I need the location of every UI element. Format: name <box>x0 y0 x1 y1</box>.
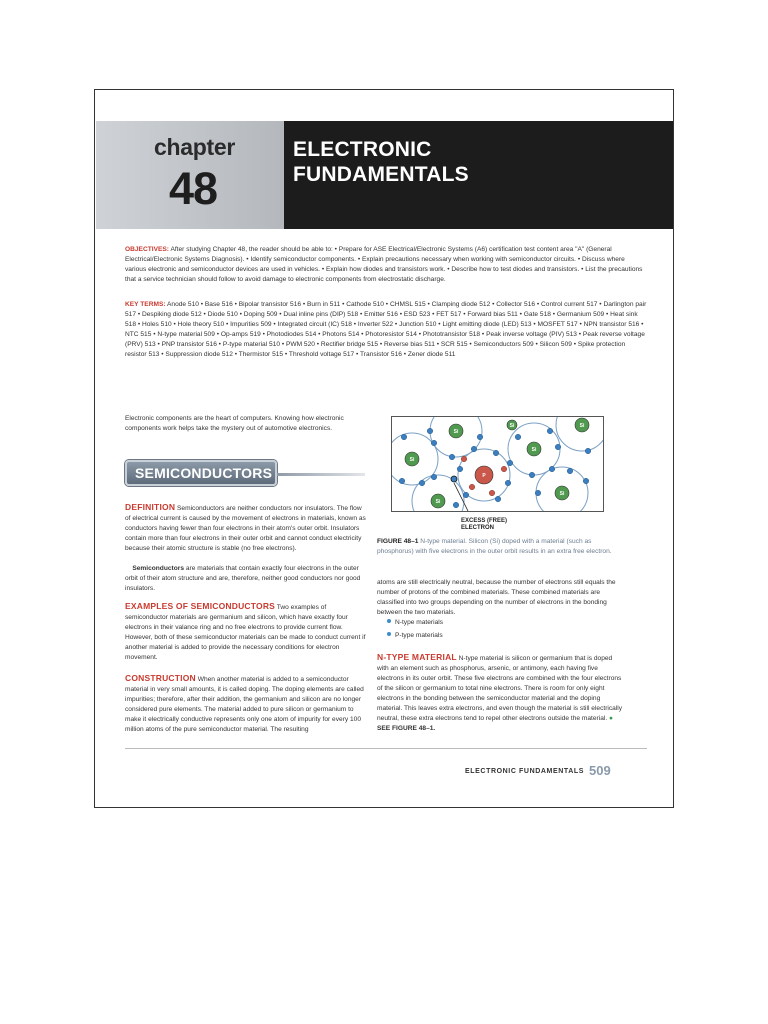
bullet-item <box>387 632 443 639</box>
atom-label: Si <box>453 429 459 435</box>
ntype-text: N-type material is silicon or germanium that is doped with an element such as phosphorus, arsenic, or antimony, each having five electrons in its outer orbit. These five electrons are combined with the four electrons of the silicon or germanium to total nine electrons. There is room for only eight electrons in the bonding between the semiconductor material and the doping material. This leaves extra electrons, and even though the material is still electrically neutral, these extra electrons tend to repel other electrons outside the material. <box>377 655 623 722</box>
bullet-item <box>387 619 443 626</box>
figure-caption-text: N-type material. Silicon (Si) doped with a material (such as phosphorus) with five electrons in the outer orbit results in an extra free electron. <box>377 538 612 555</box>
examples-label: EXAMPLES OF SEMICONDUCTORS <box>125 601 276 611</box>
key-terms-label: KEY TERMS: <box>125 301 166 308</box>
neutral-atoms-paragraph: atoms are still electrically neutral, because the number of electrons still equals the number of protons of the combined materials. These combined materials are classified into two groups depending on the number of electrons in the bonding between the two materials. <box>377 579 616 616</box>
bullet-dot <box>387 632 391 636</box>
construction-label: CONSTRUCTION <box>125 673 196 683</box>
chapter-title-line-1: ELECTRONIC <box>293 138 432 161</box>
page-number: 509 <box>589 763 611 778</box>
electron <box>453 502 459 508</box>
free-electron-callout: EXCESS (FREE) ELECTRON <box>461 518 508 531</box>
examples-text: Two examples of semiconductor materials are germanium and silicon, which have exactly four electrons in their valance ring and no free electrons to provide current flow. However, both of these semiconductor materials can be made to conduct current if another material is added to provide the necessary conditions for electron movement. <box>125 604 366 661</box>
ntype-label: N-TYPE MATERIAL <box>377 652 457 662</box>
donor-electron <box>469 484 475 490</box>
electron <box>399 478 405 484</box>
electron <box>449 454 455 460</box>
electron <box>493 450 499 456</box>
electron <box>463 492 469 498</box>
see-figure-dot: ● <box>609 715 614 722</box>
definition-label: DEFINITION <box>125 502 176 512</box>
section-rule <box>277 473 365 476</box>
objectives-label: OBJECTIVES: <box>125 246 169 253</box>
electron <box>427 428 433 434</box>
electron <box>535 490 541 496</box>
figure-48-1 <box>391 416 604 512</box>
electron <box>401 434 407 440</box>
donor-electron <box>489 490 495 496</box>
electron <box>583 478 589 484</box>
electron <box>549 466 555 472</box>
electron <box>419 480 425 486</box>
textbook-page <box>94 89 674 808</box>
semiconductors-text: are materials that contain exactly four electrons in the outer orbit of their atom structure and are, therefore, neither good conductors nor good insulators. <box>125 565 361 592</box>
donor-electron <box>461 456 467 462</box>
donor-electron <box>501 466 507 472</box>
chapter-title-line-2: FUNDAMENTALS <box>293 163 469 186</box>
section-title: SEMICONDUCTORS <box>135 465 273 481</box>
bullet-text: N-type materials <box>395 619 444 626</box>
figure-caption <box>377 537 623 557</box>
see-figure-ref: SEE FIGURE 48–1. <box>377 725 436 732</box>
electron <box>477 434 483 440</box>
atom-label: Si <box>409 457 415 463</box>
semiconductors-paragraph <box>125 564 367 594</box>
atom-label: Si <box>579 423 585 429</box>
atom-label: Si <box>509 423 515 429</box>
electron <box>495 496 501 502</box>
definition-paragraph <box>125 502 367 554</box>
running-footer-title: ELECTRONIC FUNDAMENTALS <box>465 768 585 775</box>
electron <box>555 444 561 450</box>
objectives-text: After studying Chapter 48, the reader should be able to: • Prepare for ASE Electrical/Electronic Systems (A6) certification test content area "A" (General Electrical/Electronic Systems Diagnosis). • Identify semiconductor components. • Explain precautions necessary when working with semiconductor circuits. • Discuss where various electronic and semiconductor devices are used in vehicles. • Explain how diodes and transistors work. • Describe how to test diodes and transistors. • List the precautions that a service technician should follow to avoid damage to electronic components from electrostatic discharge. <box>125 246 643 283</box>
intro-paragraph: Electronic components are the heart of computers. Knowing how electronic components work helps take the mystery out of automotive electronics. <box>125 415 344 432</box>
electron <box>457 466 463 472</box>
semiconductors-term: Semiconductors <box>132 565 184 572</box>
footer-rule <box>125 748 647 749</box>
electron <box>529 472 535 478</box>
ntype-lattice-diagram <box>392 417 603 511</box>
electron <box>547 428 553 434</box>
bullet-text: P-type materials <box>395 632 443 639</box>
figure-caption-title: FIGURE 48–1 <box>377 538 419 545</box>
construction-text: When another material is added to a semiconductor material in very small amounts, it is called doping. The doping elements are called impurities; therefore, after their addition, the germanium and silicon are no longer considered pure elements. The material added to pure silicon or germanium to make it electrically conductive represents only one atom of impurity for every 100 million atoms of the pure semiconductor material. The resulting <box>125 676 364 733</box>
key-terms-text: Anode 510 • Base 516 • Bipolar transistor 516 • Burn in 511 • Cathode 510 • CHMSL 515 • Clamping diode 512 • Collector 516 • Control current 517 • Darlington pair 517 • Despiking diode 512 • Diode 510 • Doping 509 • Dual inline pins (DIP) 518 • Emitter 516 • ESD 523 • FET 517 • Forward bias 511 • Gate 518 • Germanium 509 • Heat sink 518 • Holes 510 • Hole theory 510 • Impurities 509 • Integrated circuit (IC) 518 • Inverter 522 • Junction 510 • Light emitting diode (LED) 513 • MOSFET 517 • NPN transistor 516 • NTC 515 • N-type material 509 • Op-amps 519 • Photodiodes 514 • Photons 514 • Photoresistor 514 • Phototransistor 518 • Peak inverse voltage (PIV) 513 • Peak reverse voltage (PRV) 513 • PNP transistor 516 • P-type material 510 • PWM 520 • Rectifier bridge 515 • Reverse bias 511 • SCR 515 • Semiconductors 509 • Silicon 509 • Spike protection resistor 513 • Suppression diode 512 • Thermistor 515 • Threshold voltage 517 • Transistor 516 • Zener diode 511 <box>125 301 647 358</box>
electron <box>431 440 437 446</box>
ntype-paragraph <box>377 652 623 734</box>
examples-paragraph <box>125 601 367 663</box>
atom-label: Si <box>531 447 537 453</box>
chapter-label: chapter <box>154 134 235 160</box>
bullet-dot <box>387 619 391 623</box>
electron <box>567 468 573 474</box>
free-electron <box>451 476 457 482</box>
electron <box>505 480 511 486</box>
objectives-block <box>125 245 647 285</box>
key-terms-block <box>125 300 647 360</box>
electron <box>431 474 437 480</box>
atom-label: Si <box>435 499 441 505</box>
electron <box>515 434 521 440</box>
electron <box>585 448 591 454</box>
atom-label: P <box>482 473 486 479</box>
electron <box>507 460 513 466</box>
chapter-title <box>293 137 663 187</box>
definition-text: Semiconductors are neither conductors nor insulators. The flow of electrical current is caused by the movement of electrons in materials, known as conductors having fewer than four electrons in their atom's outer orbit. Insulators contain more than four electrons in their outer orbit and cannot conduct electricity because their atomic structure is stable (no free electrons). <box>125 505 366 552</box>
atom-label: Si <box>559 491 565 497</box>
construction-paragraph <box>125 673 367 735</box>
chapter-number: 48 <box>169 163 218 214</box>
section-banner <box>125 460 277 486</box>
electron <box>471 446 477 452</box>
